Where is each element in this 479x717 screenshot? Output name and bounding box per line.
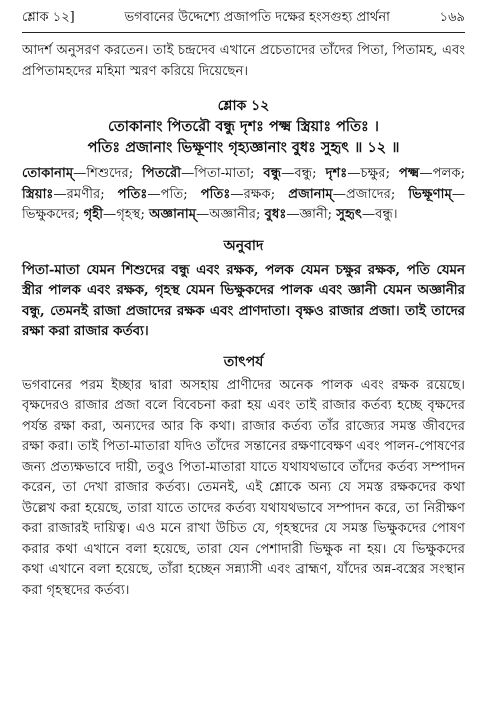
synonym-term: ভিক্ষূণাম্ xyxy=(408,186,452,202)
running-header xyxy=(22,8,465,33)
synonym-meaning: ভিক্ষুকদের; xyxy=(22,207,84,222)
verse-title: শ্লোক ১২ xyxy=(217,98,270,114)
page-number: ১৬৯ xyxy=(439,10,465,25)
synonym-meaning: চক্ষুর; xyxy=(360,166,399,181)
synonym-term: পিতরৌ xyxy=(142,166,182,181)
synonym-meaning: গৃহস্থ; xyxy=(116,207,150,222)
header-chapter-title: ভগবানের উদ্দেশ্যে প্রজাপতি দক্ষের হংসগুহ্য প্রার্থনা xyxy=(124,10,390,25)
purport-title: তাৎপর্য xyxy=(223,353,264,370)
synonym-term: দৃশঃ xyxy=(325,166,348,181)
synonym-meaning: অজ্ঞানীর; xyxy=(209,207,265,222)
header-verse-ref: শ্লোক ১২] xyxy=(22,10,75,25)
synonym-term: তোকানাম্ xyxy=(22,166,74,181)
synonym-meaning: জ্ঞানী; xyxy=(299,207,337,222)
synonym-meaning: বন্ধু; xyxy=(294,166,326,181)
synonym-term: পক্ষ্ম xyxy=(398,166,420,181)
verse-line-1: তোকানাং পিতরৌ বন্ধু দৃশঃ পক্ষ্ম স্ত্রিয়াঃ পতিঃ । xyxy=(108,118,379,135)
synonym-meaning: পলক; xyxy=(432,166,466,181)
synonym-term: স্ত্রিয়াঃ xyxy=(22,186,54,202)
synonym-meaning: রক্ষক; xyxy=(243,186,289,202)
synonyms-paragraph: তোকানাম্—শিশুদের; পিতরৌ—পিতা-মাতা; বন্ধু—বন্ধু; দৃশঃ—চক্ষুর; পক্ষ্ম—পলক; স্ত্রিয়াঃ—রমণীর; পতিঃ—পতি; পতিঃ—রক্ষক; প্রজানাম্—প্রজাদের; ভিক্ষূণাম্—ভিক্ষুকদের; গৃহী—গৃহস্থ; অজ্ঞানাম্—অজ্ঞানীর; বুধঃ—জ্ঞানী; সুহৃৎ—বন্ধু। xyxy=(22,166,466,222)
synonym-term: পতিঃ xyxy=(200,186,231,202)
intro-paragraph: আদর্শ অনুসরণ করতেন। তাই চন্দ্রদেব এখানে প্রচেতাদের তাঁদের পিতা, পিতামহ, এবং প্রপিতামহদের মহিমা স্মরণ করিয়ে দিয়েছেন। xyxy=(22,43,465,79)
synonym-meaning: প্রজাদের; xyxy=(345,186,409,202)
synonym-term: পতিঃ xyxy=(117,186,148,202)
synonym-meaning: শিশুদের; xyxy=(86,166,143,181)
synonym-meaning: পিতা-মাতা; xyxy=(194,166,264,181)
synonym-term: সুহৃৎ xyxy=(336,207,362,222)
synonym-term: অজ্ঞানাম্ xyxy=(149,207,197,222)
translation-title: অনুবাদ xyxy=(223,237,264,254)
synonym-term: প্রজানাম্ xyxy=(288,186,333,202)
translation-text: পিতা-মাতা যেমন শিশুদের বন্ধু এবং রক্ষক, পলক যেমন চক্ষুর রক্ষক, পতি যেমন স্ত্রীর পালক এবং রক্ষক, গৃহস্থ যেমন ভিক্ষুকদের পালক এবং জ্ঞানী যেমন অজ্ঞানীর বন্ধু, তেমনই রাজা প্রজাদের রক্ষক এবং প্রাণদাতা। বৃক্ষও রাজার প্রজা। তাই তাদের রক্ষা করা রাজার কর্তব্য। xyxy=(22,261,465,339)
synonym-term: বুধঃ xyxy=(264,207,287,222)
verse-line-2: পতিঃ প্রজানাং ভিক্ষূণাং গৃহ্যজ্ঞানাং বুধঃ সুহৃৎ ॥ ১২ ॥ xyxy=(87,139,400,156)
synonym-term: বন্ধু xyxy=(263,166,282,181)
synonym-meaning: বন্ধু। xyxy=(375,207,398,222)
synonym-meaning: পতি; xyxy=(160,186,201,202)
synonym-meaning: রমণীর; xyxy=(66,186,118,202)
purport-text: ভগবানের পরম ইচ্ছার দ্বারা অসহায় প্রাণীদের অনেক পালক এবং রক্ষক রয়েছে। বৃক্ষদেরও রাজার প্রজা বলে বিবেচনা করা হয় এবং তাই রাজার কর্তব্য হচ্ছে বৃক্ষদের পর্যন্ত রক্ষা করা, অন্যদের আর কি কথা। রাজার কর্তব্য তাঁর রাজ্যের সমস্ত জীবদের রক্ষা করা। তাই পিতা-মাতারা যদিও তাঁদের সন্তানের রক্ষণাবেক্ষণ এবং পালন-পোষণের জন্য প্রত্যক্ষভাবে দায়ী, তবুও পিতা-মাতারা যাতে যথাযথভাবে তাঁদের কর্তব্য সম্পাদন করেন, তা দেখা রাজার কর্তব্য। তেমনই, এই শ্লোকে অন্য যে সমস্ত রক্ষকদের কথা উল্লেখ করা হয়েছে, তারা যাতে তাদের কর্তব্য যথাযথভাবে সম্পাদন করে, তা নিরীক্ষণ করা রাজারই দায়িত্ব। এও মনে রাখা উচিত যে, গৃহস্থদের যে সমস্ত ভিক্ষুকদের পোষণ করার কথা এখানে বলা হয়েছে, তারা যেন পেশাদারী ভিক্ষুক না হয়। যে ভিক্ষুকদের কথা এখানে বলা হয়েছে, তাঁরা হচ্ছেন সন্ন্যাসী এবং ব্রাহ্মণ, যাঁদের অন্ন-বস্ত্রের সংস্থান করা গৃহস্থদের কর্তব্য। xyxy=(22,377,465,598)
synonym-term: গৃহী xyxy=(83,207,103,222)
